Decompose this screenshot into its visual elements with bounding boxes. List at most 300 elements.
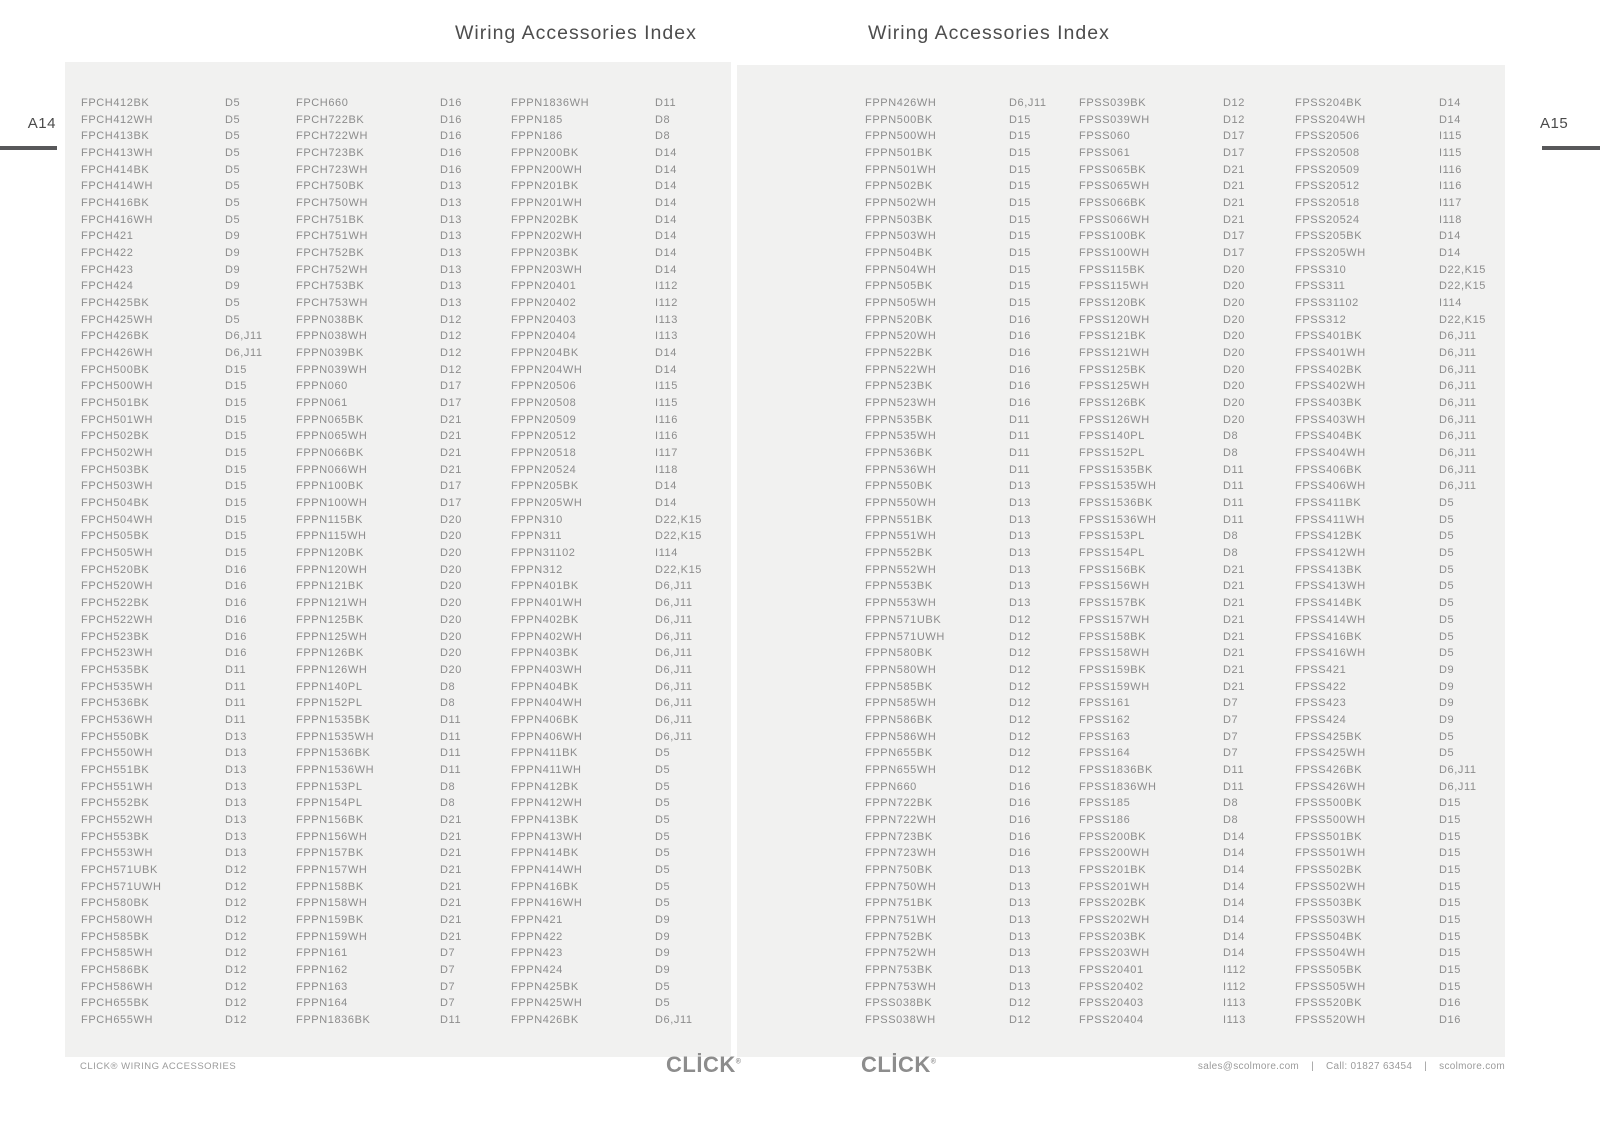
- page-reference: D14: [1439, 247, 1461, 260]
- index-row: [296, 412, 491, 429]
- index-row: [511, 462, 706, 479]
- page-reference: D6,J11: [655, 597, 693, 610]
- index-row: [1079, 145, 1274, 162]
- part-number: FPPN505WH: [865, 297, 937, 310]
- page-reference: D12: [225, 880, 247, 893]
- index-row: [81, 395, 276, 412]
- page-reference: D12: [1009, 663, 1031, 676]
- page-reference: D17: [1223, 147, 1245, 160]
- index-row: [296, 629, 491, 646]
- index-row: [511, 328, 706, 345]
- index-row: [1079, 462, 1274, 479]
- part-number: FPSS121WH: [1079, 347, 1150, 360]
- index-row: [81, 262, 276, 279]
- part-number: FPCH416BK: [81, 197, 150, 210]
- page-reference: D14: [655, 497, 677, 510]
- part-number: FPPN153PL: [296, 780, 363, 793]
- part-number: FPPN551BK: [865, 513, 933, 526]
- page-reference: D20: [1223, 263, 1245, 276]
- page-reference: D13: [440, 180, 462, 193]
- page-reference: D12: [225, 1013, 247, 1026]
- index-row: [81, 662, 276, 679]
- part-number: FPSS1836WH: [1079, 780, 1157, 793]
- page-reference: D6,J11: [1439, 780, 1477, 793]
- page-reference: D20: [440, 613, 462, 626]
- index-row: [865, 1012, 1060, 1029]
- page-reference: D5: [1439, 747, 1455, 760]
- index-row: [296, 695, 491, 712]
- index-row: [81, 645, 276, 662]
- part-number: FPSS038WH: [865, 1013, 936, 1026]
- index-row: [865, 995, 1060, 1012]
- index-row: [865, 528, 1060, 545]
- page-reference: D21: [1223, 563, 1245, 576]
- page-reference: D22,K15: [655, 563, 703, 576]
- part-number: FPSS20518: [1295, 197, 1360, 210]
- index-row: [1079, 262, 1274, 279]
- index-row: [511, 779, 706, 796]
- page-reference: D21: [440, 430, 462, 443]
- part-number: FPPN503WH: [865, 230, 937, 243]
- page-reference: I114: [1439, 297, 1462, 310]
- page-reference: D9: [225, 247, 241, 260]
- part-number: FPPN422: [511, 930, 563, 943]
- part-number: FPCH502BK: [81, 430, 150, 443]
- index-row: [81, 745, 276, 762]
- part-number: FPSS501WH: [1295, 847, 1366, 860]
- page-reference: D15: [225, 547, 247, 560]
- index-row: [296, 178, 491, 195]
- page-reference: D13: [440, 197, 462, 210]
- index-row: [511, 495, 706, 512]
- index-row: [1079, 962, 1274, 979]
- index-row: [1295, 112, 1490, 129]
- index-row: [1295, 695, 1490, 712]
- page-reference: D9: [225, 230, 241, 243]
- part-number: FPSS31102: [1295, 297, 1359, 310]
- page-reference: D13: [225, 847, 247, 860]
- index-row: [81, 112, 276, 129]
- index-row: [81, 278, 276, 295]
- part-number: FPPN585WH: [865, 697, 937, 710]
- page-reference: D22,K15: [1439, 280, 1487, 293]
- page-reference: D15: [1439, 930, 1461, 943]
- page-number-rule-right: [1542, 146, 1600, 150]
- index-row: [296, 328, 491, 345]
- page-reference: D13: [1009, 863, 1031, 876]
- part-number: FPPN503BK: [865, 213, 933, 226]
- part-number: FPSS204BK: [1295, 97, 1363, 109]
- index-row: [1079, 195, 1274, 212]
- index-row: [81, 95, 276, 112]
- page-reference: D21: [440, 847, 462, 860]
- index-row: [296, 929, 491, 946]
- page-reference: D13: [1009, 963, 1031, 976]
- page-reference: D13: [1009, 897, 1031, 910]
- part-number: FPSS403WH: [1295, 413, 1366, 426]
- page-reference: D11: [1223, 763, 1245, 776]
- part-number: FPPN411BK: [511, 747, 578, 760]
- index-row: [865, 845, 1060, 862]
- index-row: [1295, 162, 1490, 179]
- page-reference: D5: [655, 880, 671, 893]
- index-row: [296, 428, 491, 445]
- page-reference: D6,J11: [655, 730, 693, 743]
- index-row: [865, 862, 1060, 879]
- index-row: [1295, 862, 1490, 879]
- page-reference: D5: [655, 847, 671, 860]
- page-reference: D12: [1009, 680, 1031, 693]
- index-row: [296, 879, 491, 896]
- part-number: FPPN416WH: [511, 897, 583, 910]
- part-number: FPPN660: [865, 780, 917, 793]
- page-reference: I118: [655, 463, 678, 476]
- page-reference: D6,J11: [1439, 430, 1477, 443]
- page-reference: D14: [655, 147, 677, 160]
- part-number: FPSS202WH: [1079, 913, 1150, 926]
- part-number: FPSS066WH: [1079, 213, 1150, 226]
- page-reference: D11: [1009, 413, 1031, 426]
- page-reference: D21: [1223, 180, 1245, 193]
- page-reference: D13: [440, 213, 462, 226]
- part-number: FPPN121WH: [296, 597, 368, 610]
- index-row: [1079, 562, 1274, 579]
- index-row: [511, 412, 706, 429]
- part-number: FPSS411WH: [1295, 513, 1365, 526]
- index-row: [511, 212, 706, 229]
- index-row: [511, 879, 706, 896]
- part-number: FPCH550WH: [81, 747, 154, 760]
- index-row: [1079, 629, 1274, 646]
- part-number: FPSS401WH: [1295, 347, 1366, 360]
- index-row: [81, 512, 276, 529]
- index-row: [296, 545, 491, 562]
- page-reference: D12: [1009, 647, 1031, 660]
- part-number: FPCH553WH: [81, 847, 154, 860]
- part-number: FPPN066BK: [296, 447, 364, 460]
- page-reference: I116: [1439, 163, 1462, 176]
- index-row: [1295, 228, 1490, 245]
- page-reference: D14: [1223, 947, 1245, 960]
- part-number: FPSS404BK: [1295, 430, 1363, 443]
- index-row: [511, 812, 706, 829]
- page-reference: D5: [225, 313, 241, 326]
- part-number: FPPN500BK: [865, 113, 933, 126]
- index-row: [81, 345, 276, 362]
- index-row: [296, 495, 491, 512]
- part-number: FPCH414BK: [81, 163, 150, 176]
- page-reference: D13: [1009, 580, 1031, 593]
- index-row: [1295, 278, 1490, 295]
- page-reference: D12: [1009, 997, 1031, 1010]
- part-number: FPSS414WH: [1295, 613, 1366, 626]
- part-number: FPPN520BK: [865, 313, 933, 326]
- index-row: [296, 662, 491, 679]
- index-column-1: [81, 95, 276, 1029]
- index-row: [865, 979, 1060, 996]
- part-number: FPPN156BK: [296, 813, 364, 826]
- part-number: FPPN403BK: [511, 647, 579, 660]
- part-number: FPPN426WH: [865, 97, 937, 109]
- part-number: FPPN162: [296, 963, 348, 976]
- part-number: FPSS20404: [1079, 1013, 1144, 1026]
- part-number: FPSS424: [1295, 713, 1347, 726]
- page-reference: D5: [1439, 547, 1455, 560]
- part-number: FPSS164: [1079, 747, 1131, 760]
- part-number: FPSS205WH: [1295, 247, 1366, 260]
- part-number: FPCH424: [81, 280, 134, 293]
- part-number: FPSS520WH: [1295, 1013, 1366, 1026]
- index-row: [865, 445, 1060, 462]
- index-row: [1295, 945, 1490, 962]
- index-row: [81, 128, 276, 145]
- index-row: [1295, 462, 1490, 479]
- part-number: FPCH586WH: [81, 980, 154, 993]
- part-number: FPSS066BK: [1079, 197, 1147, 210]
- page-reference: D14: [1439, 230, 1461, 243]
- part-number: FPPN157BK: [296, 847, 364, 860]
- page-reference: D5: [1439, 730, 1455, 743]
- index-row: [511, 929, 706, 946]
- page-reference: D21: [1223, 213, 1245, 226]
- page-reference: D9: [655, 930, 671, 943]
- index-row: [296, 95, 491, 112]
- index-row: [296, 562, 491, 579]
- part-number: FPPN158WH: [296, 897, 368, 910]
- page-reference: I113: [655, 313, 678, 326]
- page-reference: D8: [440, 697, 456, 710]
- index-row: [511, 112, 706, 129]
- part-number: FPCH422: [81, 247, 134, 260]
- part-number: FPSS500WH: [1295, 813, 1366, 826]
- index-row: [296, 862, 491, 879]
- page-reference: D14: [655, 180, 677, 193]
- part-number: FPSS422: [1295, 680, 1347, 693]
- part-number: FPCH580WH: [81, 913, 154, 926]
- part-number: FPPN186: [511, 130, 563, 143]
- footer-brand-text: CLICK® WIRING ACCESSORIES: [80, 1061, 237, 1072]
- page-reference: D13: [440, 297, 462, 310]
- page-reference: D5: [225, 147, 241, 160]
- page-reference: D21: [1223, 597, 1245, 610]
- part-number: FPSS402WH: [1295, 380, 1366, 393]
- index-row: [1295, 262, 1490, 279]
- page-reference: D12: [1009, 730, 1031, 743]
- part-number: FPCH551BK: [81, 763, 150, 776]
- website-link[interactable]: scolmore.com: [1439, 1061, 1505, 1072]
- part-number: FPPN038WH: [296, 330, 368, 343]
- part-number: FPSS505BK: [1295, 963, 1363, 976]
- page-reference: D6,J11: [1439, 447, 1477, 460]
- page-reference: D15: [225, 363, 247, 376]
- index-row: [1079, 662, 1274, 679]
- page-reference: D7: [440, 963, 456, 976]
- index-row: [511, 995, 706, 1012]
- part-number: FPPN403WH: [511, 663, 583, 676]
- part-number: FPCH751WH: [296, 230, 369, 243]
- part-number: FPPN140PL: [296, 680, 363, 693]
- index-row: [1079, 829, 1274, 846]
- page-reference: D12: [1223, 113, 1245, 126]
- index-row: [81, 795, 276, 812]
- part-number: FPSS061: [1079, 147, 1131, 160]
- index-row: [865, 812, 1060, 829]
- part-number: FPCH571UWH: [81, 880, 162, 893]
- part-number: FPCH655WH: [81, 1013, 154, 1026]
- part-number: FPPN203WH: [511, 263, 583, 276]
- part-number: FPPN552BK: [865, 547, 933, 560]
- part-number: FPCH414WH: [81, 180, 154, 193]
- part-number: FPPN752WH: [865, 947, 937, 960]
- part-number: FPCH504WH: [81, 513, 154, 526]
- index-row: [81, 979, 276, 996]
- index-row: [865, 328, 1060, 345]
- part-number: FPPN536WH: [865, 463, 937, 476]
- page-reference: D5: [1439, 530, 1455, 543]
- page-reference: D5: [1439, 613, 1455, 626]
- index-row: [865, 128, 1060, 145]
- part-number: FPSS20403: [1079, 997, 1144, 1010]
- index-row: [81, 328, 276, 345]
- part-number: FPPN038BK: [296, 313, 364, 326]
- page-reference: D14: [1223, 897, 1245, 910]
- part-number: FPPN413BK: [511, 813, 579, 826]
- page-reference: D8: [440, 780, 456, 793]
- page-reference: D20: [440, 513, 462, 526]
- part-number: FPSS406WH: [1295, 480, 1366, 493]
- page-reference: D5: [1439, 513, 1455, 526]
- part-number: FPSS154PL: [1079, 547, 1145, 560]
- page-reference: D12: [1009, 697, 1031, 710]
- part-number: FPSS20509: [1295, 163, 1360, 176]
- page-reference: I115: [1439, 147, 1462, 160]
- part-number: FPSS20506: [1295, 130, 1360, 143]
- page-reference: D15: [225, 530, 247, 543]
- page-reference: I112: [655, 280, 678, 293]
- index-row: [296, 812, 491, 829]
- index-row: [296, 595, 491, 612]
- page-reference: D15: [225, 463, 247, 476]
- index-row: [511, 945, 706, 962]
- index-row: [81, 528, 276, 545]
- page-reference: D14: [655, 480, 677, 493]
- page-reference: D13: [440, 247, 462, 260]
- page-reference: D13: [1009, 547, 1031, 560]
- page-reference: D7: [1223, 747, 1239, 760]
- part-number: FPCH523WH: [81, 647, 154, 660]
- part-number: FPSS125BK: [1079, 363, 1147, 376]
- part-number: FPPN655WH: [865, 763, 937, 776]
- page-reference: D12: [1009, 630, 1031, 643]
- index-row: [1295, 745, 1490, 762]
- page-reference: D16: [1009, 797, 1031, 810]
- index-row: [1079, 328, 1274, 345]
- page-reference: D16: [440, 97, 462, 109]
- part-number: FPPN751WH: [865, 913, 937, 926]
- part-number: FPPN100BK: [296, 480, 364, 493]
- part-number: FPPN163: [296, 980, 348, 993]
- separator: |: [1424, 1061, 1428, 1072]
- part-number: FPCH535WH: [81, 680, 154, 693]
- index-row: [1295, 478, 1490, 495]
- part-number: FPPN20404: [511, 330, 577, 343]
- index-row: [81, 228, 276, 245]
- index-row: [865, 645, 1060, 662]
- page-number-rule-left: [0, 146, 57, 150]
- page-reference: D5: [1439, 647, 1455, 660]
- part-number: FPPN550BK: [865, 480, 933, 493]
- index-row: [296, 645, 491, 662]
- part-number: FPCH550BK: [81, 730, 150, 743]
- page-reference: D20: [1223, 380, 1245, 393]
- part-number: FPCH722BK: [296, 113, 365, 126]
- part-number: FPCH660: [296, 97, 349, 109]
- page-reference: D21: [440, 930, 462, 943]
- part-number: FPPN204WH: [511, 363, 583, 376]
- part-number: FPPN536BK: [865, 447, 933, 460]
- page-reference: D21: [440, 863, 462, 876]
- page-reference: D21: [1223, 580, 1245, 593]
- page-reference: D20: [1223, 280, 1245, 293]
- index-row: [81, 495, 276, 512]
- page-reference: D15: [1009, 230, 1031, 243]
- index-row: [1079, 845, 1274, 862]
- index-row: [1079, 128, 1274, 145]
- email-link[interactable]: sales@scolmore.com: [1197, 1061, 1300, 1072]
- part-number: FPPN523BK: [865, 380, 933, 393]
- index-row: [81, 578, 276, 595]
- page-reference: D21: [1223, 613, 1245, 626]
- index-row: [296, 295, 491, 312]
- part-number: FPCH425WH: [81, 313, 154, 326]
- page-number-left: A14: [27, 115, 56, 132]
- page-reference: D15: [225, 480, 247, 493]
- index-row: [296, 745, 491, 762]
- page-reference: D14: [1439, 97, 1461, 109]
- part-number: FPCH503BK: [81, 463, 150, 476]
- index-row: [511, 912, 706, 929]
- part-number: FPCH753WH: [296, 297, 369, 310]
- index-row: [511, 545, 706, 562]
- part-number: FPCH722WH: [296, 130, 369, 143]
- page-reference: D14: [655, 247, 677, 260]
- part-number: FPPN202BK: [511, 213, 579, 226]
- index-row: [1079, 945, 1274, 962]
- page-reference: D15: [1009, 113, 1031, 126]
- page-reference: D9: [1439, 663, 1455, 676]
- index-row: [296, 829, 491, 846]
- index-row: [1079, 595, 1274, 612]
- part-number: FPCH723BK: [296, 147, 365, 160]
- click-logo-right: [861, 1052, 936, 1078]
- part-number: FPSS186: [1079, 813, 1131, 826]
- page-reference: D16: [1009, 847, 1031, 860]
- part-number: FPPN402BK: [511, 613, 579, 626]
- index-row: [511, 478, 706, 495]
- index-row: [511, 712, 706, 729]
- part-number: FPPN20509: [511, 413, 577, 426]
- registered-mark: ®: [735, 1058, 742, 1066]
- page-reference: D14: [1223, 863, 1245, 876]
- part-number: FPSS20401: [1079, 963, 1144, 976]
- index-row: [1295, 712, 1490, 729]
- part-number: FPPN505BK: [865, 280, 933, 293]
- part-number: FPPN723BK: [865, 830, 933, 843]
- page-reference: D6,J11: [1439, 763, 1477, 776]
- page-reference: D6,J11: [1439, 413, 1477, 426]
- index-row: [1079, 1012, 1274, 1029]
- page-reference: D11: [440, 747, 462, 760]
